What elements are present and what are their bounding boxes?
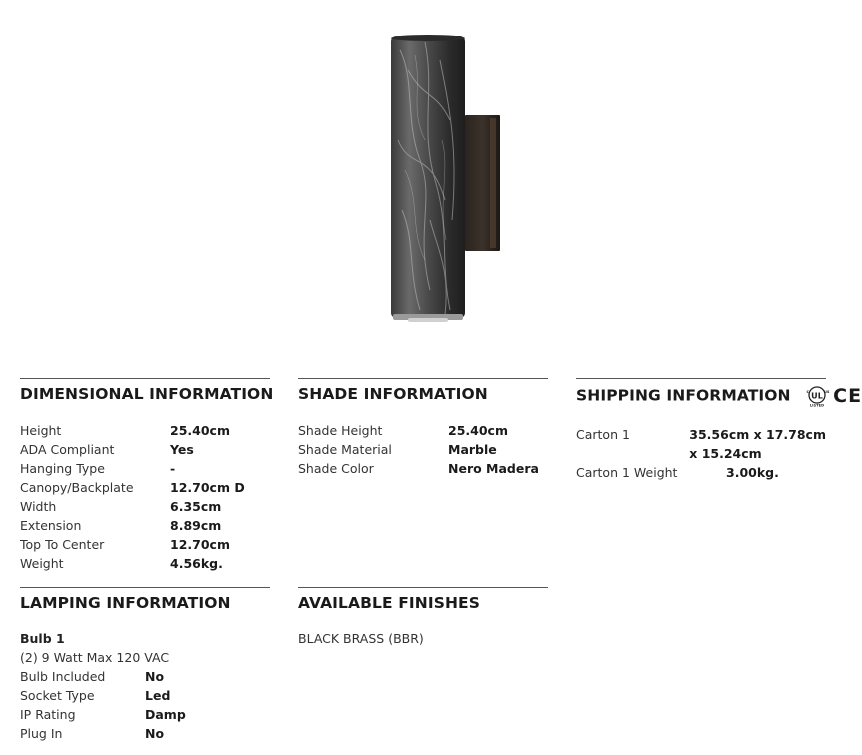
shipping-title: SHIPPING INFORMATION [576, 386, 791, 405]
ce-mark-icon: CE [833, 385, 862, 407]
row-value: Marble [448, 442, 497, 457]
row-label: Shade Color [298, 461, 374, 476]
row-value: No [145, 669, 165, 684]
bulb-title: Bulb 1 [20, 631, 65, 646]
lamping-rows [20, 667, 270, 743]
row-label: Plug In [20, 726, 63, 741]
row-value: Yes [170, 442, 194, 457]
row-value: - [170, 461, 176, 476]
dimensional-row [20, 421, 270, 440]
row-label: Carton 1 Weight [576, 465, 678, 480]
dimensional-rows [20, 421, 270, 573]
finishes-list [298, 629, 548, 648]
row-label: Top To Center [20, 537, 105, 552]
row-label: Bulb Included [20, 669, 106, 684]
shipping-section [576, 378, 862, 482]
bulb-description: (2) 9 Watt Max 120 VAC [20, 650, 170, 665]
row-value: Led [145, 688, 171, 703]
shipping-row [576, 463, 826, 482]
shade-row [298, 440, 548, 459]
lamping-section [20, 587, 270, 743]
row-value: Damp [145, 707, 186, 722]
svg-text:UL: UL [811, 391, 824, 401]
row-label: Shade Height [298, 423, 383, 438]
shipping-row [576, 425, 826, 463]
row-label: Socket Type [20, 688, 95, 703]
section-title [576, 379, 862, 407]
row-label: Hanging Type [20, 461, 105, 476]
dimensional-row [20, 497, 270, 516]
row-value: 4.56kg. [170, 556, 223, 571]
row-label: Weight [20, 556, 64, 571]
section-title: SHADE INFORMATION [298, 385, 488, 403]
wall-sconce-illustration [380, 30, 510, 330]
row-label: ADA Compliant [20, 442, 115, 457]
finishes-section [298, 587, 548, 648]
row-value: 12.70cm [170, 537, 230, 552]
row-value: 8.89cm [170, 518, 222, 533]
ul-listed-icon [804, 385, 830, 407]
lamping-row [20, 724, 270, 743]
dimensional-row [20, 554, 270, 573]
svg-text:us: us [824, 389, 830, 394]
row-value: 35.56cm x 17.78cm x 15.24cm [689, 427, 826, 461]
shade-section [298, 378, 548, 478]
row-value: Nero Madera [448, 461, 539, 476]
section-title: AVAILABLE FINISHES [298, 594, 480, 612]
product-image [380, 30, 510, 330]
shade-row [298, 421, 548, 440]
dimensional-section [20, 378, 274, 573]
row-value: 3.00kg. [726, 465, 779, 480]
row-label: Extension [20, 518, 82, 533]
row-label: Height [20, 423, 62, 438]
dimensional-row [20, 440, 270, 459]
row-label: Carton 1 [576, 427, 630, 442]
row-value: No [145, 726, 165, 741]
row-label: Shade Material [298, 442, 392, 457]
svg-text:c: c [806, 389, 810, 394]
lamping-row [20, 705, 270, 724]
row-label: IP Rating [20, 707, 76, 722]
finish-item: BLACK BRASS (BBR) [298, 631, 424, 646]
row-value: 25.40cm [448, 423, 508, 438]
dimensional-row [20, 535, 270, 554]
row-label: Canopy/Backplate [20, 480, 134, 495]
row-label: Width [20, 499, 57, 514]
section-title: DIMENSIONAL INFORMATION [20, 385, 274, 403]
row-value: 12.70cm D [170, 480, 245, 495]
row-value: 25.40cm [170, 423, 230, 438]
shade-row [298, 459, 548, 478]
dimensional-row [20, 516, 270, 535]
dimensional-row [20, 478, 270, 497]
lamping-row [20, 686, 270, 705]
certifications [804, 385, 862, 407]
section-title: LAMPING INFORMATION [20, 594, 231, 612]
dimensional-row [20, 459, 270, 478]
row-value: 6.35cm [170, 499, 222, 514]
svg-text:LISTED: LISTED [809, 403, 825, 407]
shipping-rows [576, 425, 826, 482]
shade-rows [298, 421, 548, 478]
lamping-row [20, 667, 270, 686]
